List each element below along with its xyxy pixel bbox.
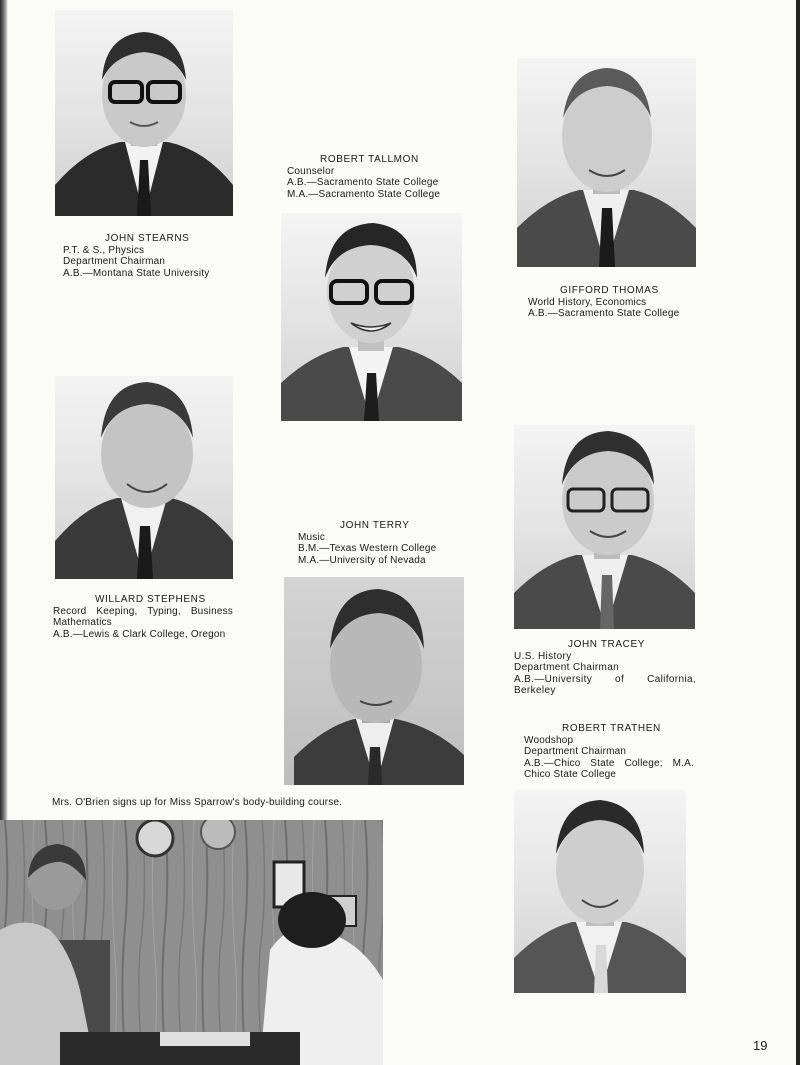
caption-john-stearns (63, 233, 233, 279)
faculty-name: ROBERT TALLMON (320, 154, 419, 165)
portrait-gifford-thomas (517, 58, 696, 267)
photo-caption: Mrs. O'Brien signs up for Miss Sparrow's body-building course. (52, 797, 343, 808)
faculty-detail: B.M.—Texas Western College (298, 543, 437, 554)
faculty-name: WILLARD STEPHENS (95, 594, 206, 605)
faculty-name: JOHN TRACEY (568, 639, 645, 650)
faculty-name: ROBERT TRATHEN (562, 723, 661, 734)
portrait-robert-trathen (514, 790, 686, 993)
caption-john-tracey (514, 639, 696, 697)
faculty-detail: U.S. History (514, 650, 572, 662)
page-number: 19 (753, 1038, 768, 1053)
portrait-john-tracey (514, 425, 695, 629)
faculty-detail: A.B.—Chico State College; M.A. Chico State College (524, 757, 694, 780)
portrait-robert-tallmon (281, 213, 462, 421)
caption-willard-stephens (53, 594, 233, 640)
portrait-willard-stephens (55, 376, 233, 579)
caption-john-terry (298, 520, 468, 566)
portrait-john-stearns (55, 10, 233, 216)
faculty-detail: Department Chairman (514, 662, 620, 673)
faculty-detail: A.B.—Sacramento State College (528, 308, 680, 319)
faculty-detail: A.B.—Montana State University (63, 267, 210, 279)
candid-photo (0, 820, 383, 1065)
faculty-detail: M.A.—University of Nevada (298, 554, 426, 566)
caption-robert-trathen (524, 723, 694, 781)
faculty-detail: A.B.—University of California, Berkeley (514, 673, 696, 696)
faculty-detail: Music (298, 531, 326, 543)
faculty-detail: Department Chairman (63, 256, 166, 267)
faculty-detail: Record Keeping, Typing, Business Mathematics (53, 605, 233, 628)
page-edge (796, 0, 800, 1065)
faculty-name: JOHN TERRY (340, 520, 410, 531)
faculty-detail: P.T. & S., Physics (63, 244, 145, 256)
faculty-detail: Department Chairman (524, 746, 627, 757)
faculty-detail: Counselor (287, 165, 335, 177)
faculty-name: JOHN STEARNS (105, 233, 190, 244)
faculty-name: GIFFORD THOMAS (560, 285, 659, 296)
caption-gifford-thomas (528, 285, 698, 320)
caption-robert-tallmon (287, 154, 467, 200)
faculty-detail: Woodshop (524, 734, 574, 746)
faculty-detail: A.B.—Lewis & Clark College, Oregon (53, 628, 226, 640)
faculty-detail: World History, Economics (528, 296, 647, 308)
faculty-detail: M.A.—Sacramento State College (287, 188, 441, 200)
faculty-detail: A.B.—Sacramento State College (287, 177, 439, 188)
portrait-john-terry (284, 577, 464, 785)
